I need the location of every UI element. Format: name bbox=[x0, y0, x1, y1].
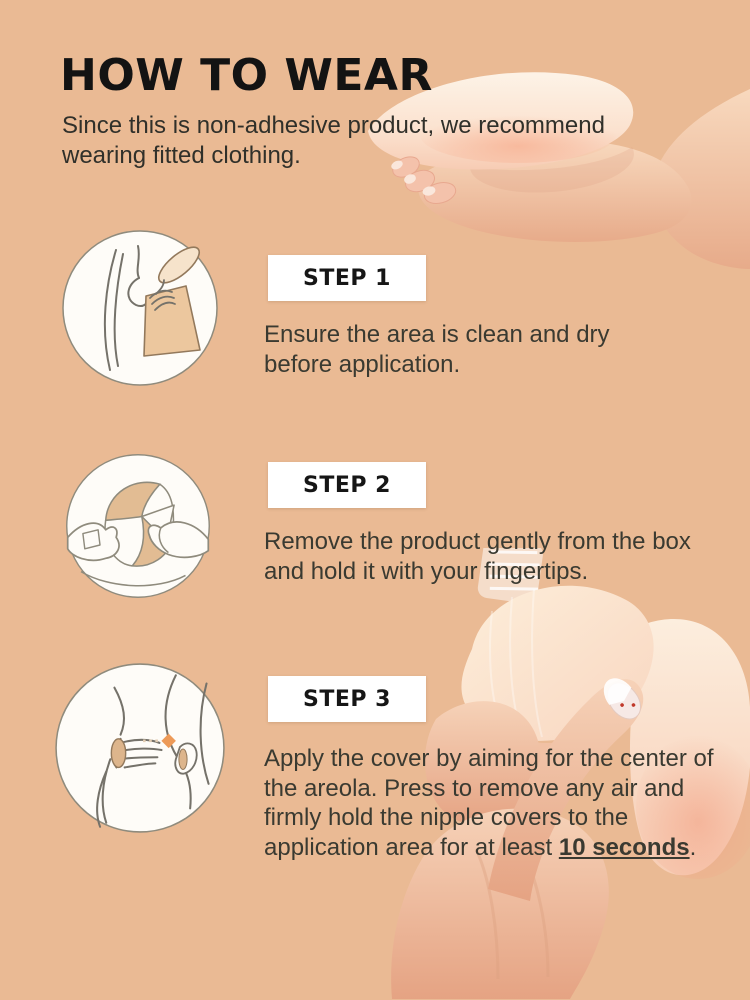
wipe-chest-illustration-icon bbox=[60, 228, 220, 388]
step-2-label: STEP 2 bbox=[268, 462, 426, 508]
step-3-text: Apply the cover by aiming for the center of the areola. Press to remove any air and firmly hold the nipple covers to the application area for at least bbox=[264, 745, 714, 861]
step-2-description bbox=[264, 527, 706, 586]
step-3-emphasis: 10 seconds bbox=[558, 833, 690, 861]
step-3-label: STEP 3 bbox=[268, 676, 426, 722]
step-1-description bbox=[264, 320, 664, 379]
apply-cover-illustration-icon bbox=[53, 661, 227, 835]
step-1-label: STEP 1 bbox=[268, 255, 426, 301]
step-1-text: Ensure the area is clean and dry before application. bbox=[264, 321, 610, 378]
page-subtitle: Since this is non-adhesive product, we recommend wearing fitted clothing. bbox=[62, 112, 605, 169]
step-3-suffix: . bbox=[689, 833, 697, 861]
remove-cover-illustration-icon bbox=[62, 450, 214, 602]
step-3-description bbox=[264, 744, 734, 862]
step-2-text: Remove the product gently from the box and hold it with your fingertips. bbox=[264, 528, 691, 585]
page-title: HOW TO WEAR bbox=[60, 50, 433, 101]
